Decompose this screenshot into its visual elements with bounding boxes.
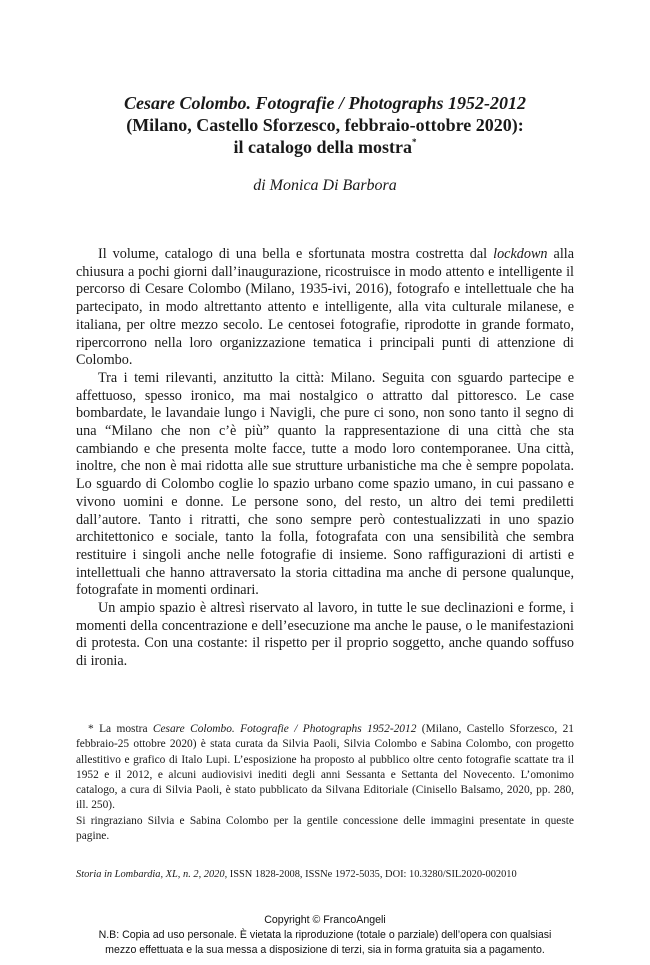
copyright-line-2: N.B: Copia ad uso personale. È vietata la riproduzione (totale o parziale) dell’opera con qualsiasi	[98, 929, 552, 941]
body-paragraph-2: Tra i temi rilevanti, anzitutto la città: Milano. Seguita con sguardo partecipe e affettuoso, spesso ironico, ma mai nostalgico o attratto dal pittoresco. Le case bombardate, le lavandaie lungo i Navigli, che pure ci sono, non sono tanto il segno di una “Milano che non c’è più” quanto la rappresentazione di una città che sta cambiando e che presenta molte facce, tutte a modo loro contemporanee. Una città, inoltre, che non è mai ridotta alle sue strutture urbanistiche ma che è sempre popolata. Lo sguardo di Colombo coglie lo spazio urbano come spazio umano, in cui passano e vivono uomini e donne. Le persone sono, del resto, un altro dei temi prediletti dall’autore. Tanto i ritratti, che sono sempre però contestualizzati in uno spazio architettonico e sociale, tanto la folla, fotografata con una sensibilità che sembra restituire i singoli anche nelle fotografie di insieme. Sono raffigurazioni di artisti e intellettuali che hanno attraversato la storia cittadina ma anche di persone qualunque, fotografate in momenti ordinari.	[76, 369, 574, 599]
journal-citation: Storia in Lombardia, XL, n. 2, 2020, ISSN 1828-2008, ISSNe 1972-5035, DOI: 10.3280/SIL2020-002010	[76, 869, 517, 880]
title-line-2: (Milano, Castello Sforzesco, febbraio-ottobre 2020):	[126, 115, 524, 135]
body-paragraph-1: Il volume, catalogo di una bella e sfortunata mostra costretta dal lockdown alla chiusura a pochi giorni dall’inaugurazione, ricostruisce in modo attento e intelligente il percorso di Cesare Colombo (Milano, 1935-ivi, 2016), fotografo e intellettuale che ha partecipato, in modo altrettanto attento e intelligente, alla vita culturale milanese, e italiana, per oltre mezzo secolo. Le centosei fotografie, riprodotte in grande formato, ripercorrono nella loro organizzazione tematica i principali punti di attenzione di Colombo.	[76, 246, 574, 369]
footnote	[76, 722, 574, 844]
copyright-line-1: Copyright © FrancoAngeli	[264, 914, 386, 926]
copyright-notice	[0, 913, 650, 958]
footnote-marker[interactable]: *	[411, 137, 417, 147]
title-line-3: il catalogo della mostra*	[233, 137, 417, 157]
author-byline: di Monica Di Barbora	[253, 177, 397, 194]
body-paragraph-3: Un ampio spazio è altresì riservato al lavoro, in tutte le sue declinazioni e forme, i momenti della concentrazione e dell’esecuzione ma anche le pause, o le manifestazioni di protesta. Con una costante: il rispetto per il proprio soggetto, anche quando soffuso di ironia.	[76, 600, 574, 670]
footnote-thanks: Si ringraziano Silvia e Sabina Colombo per la gentile concessione delle immagini presentate in queste pagine.	[76, 814, 574, 843]
article-title	[76, 92, 574, 158]
copyright-line-3: mezzo effettuata e la sua messa a disposizione di terzi, sia in forma gratuita sia a pagamento.	[105, 944, 545, 956]
footnote-text: * La mostra Cesare Colombo. Fotografie / Photographs 1952-2012 (Milano, Castello Sforzesco, 21 febbraio-25 ottobre 2020) è stata curata da Silvia Paoli, Silvia Colombo e Sabina Colombo, con progetto allestitivo e grafico di Italo Lupi. L’esposizione ha proposto al pubblico oltre cento fotografie scattate tra il 1952 e il 2012, e alcuni audiovisivi inediti degli anni Sessanta e Settanta del Novecento. L’omonimo catalogo, a cura di Silvia Paoli, è stato pubblicato da Silvana Editoriale (Cinisello Balsamo, 2020, pp. 280, ill. 250).	[76, 723, 574, 812]
article-body	[76, 246, 574, 671]
title-line-1: Cesare Colombo. Fotografie / Photographs 1952-2012	[123, 93, 527, 113]
